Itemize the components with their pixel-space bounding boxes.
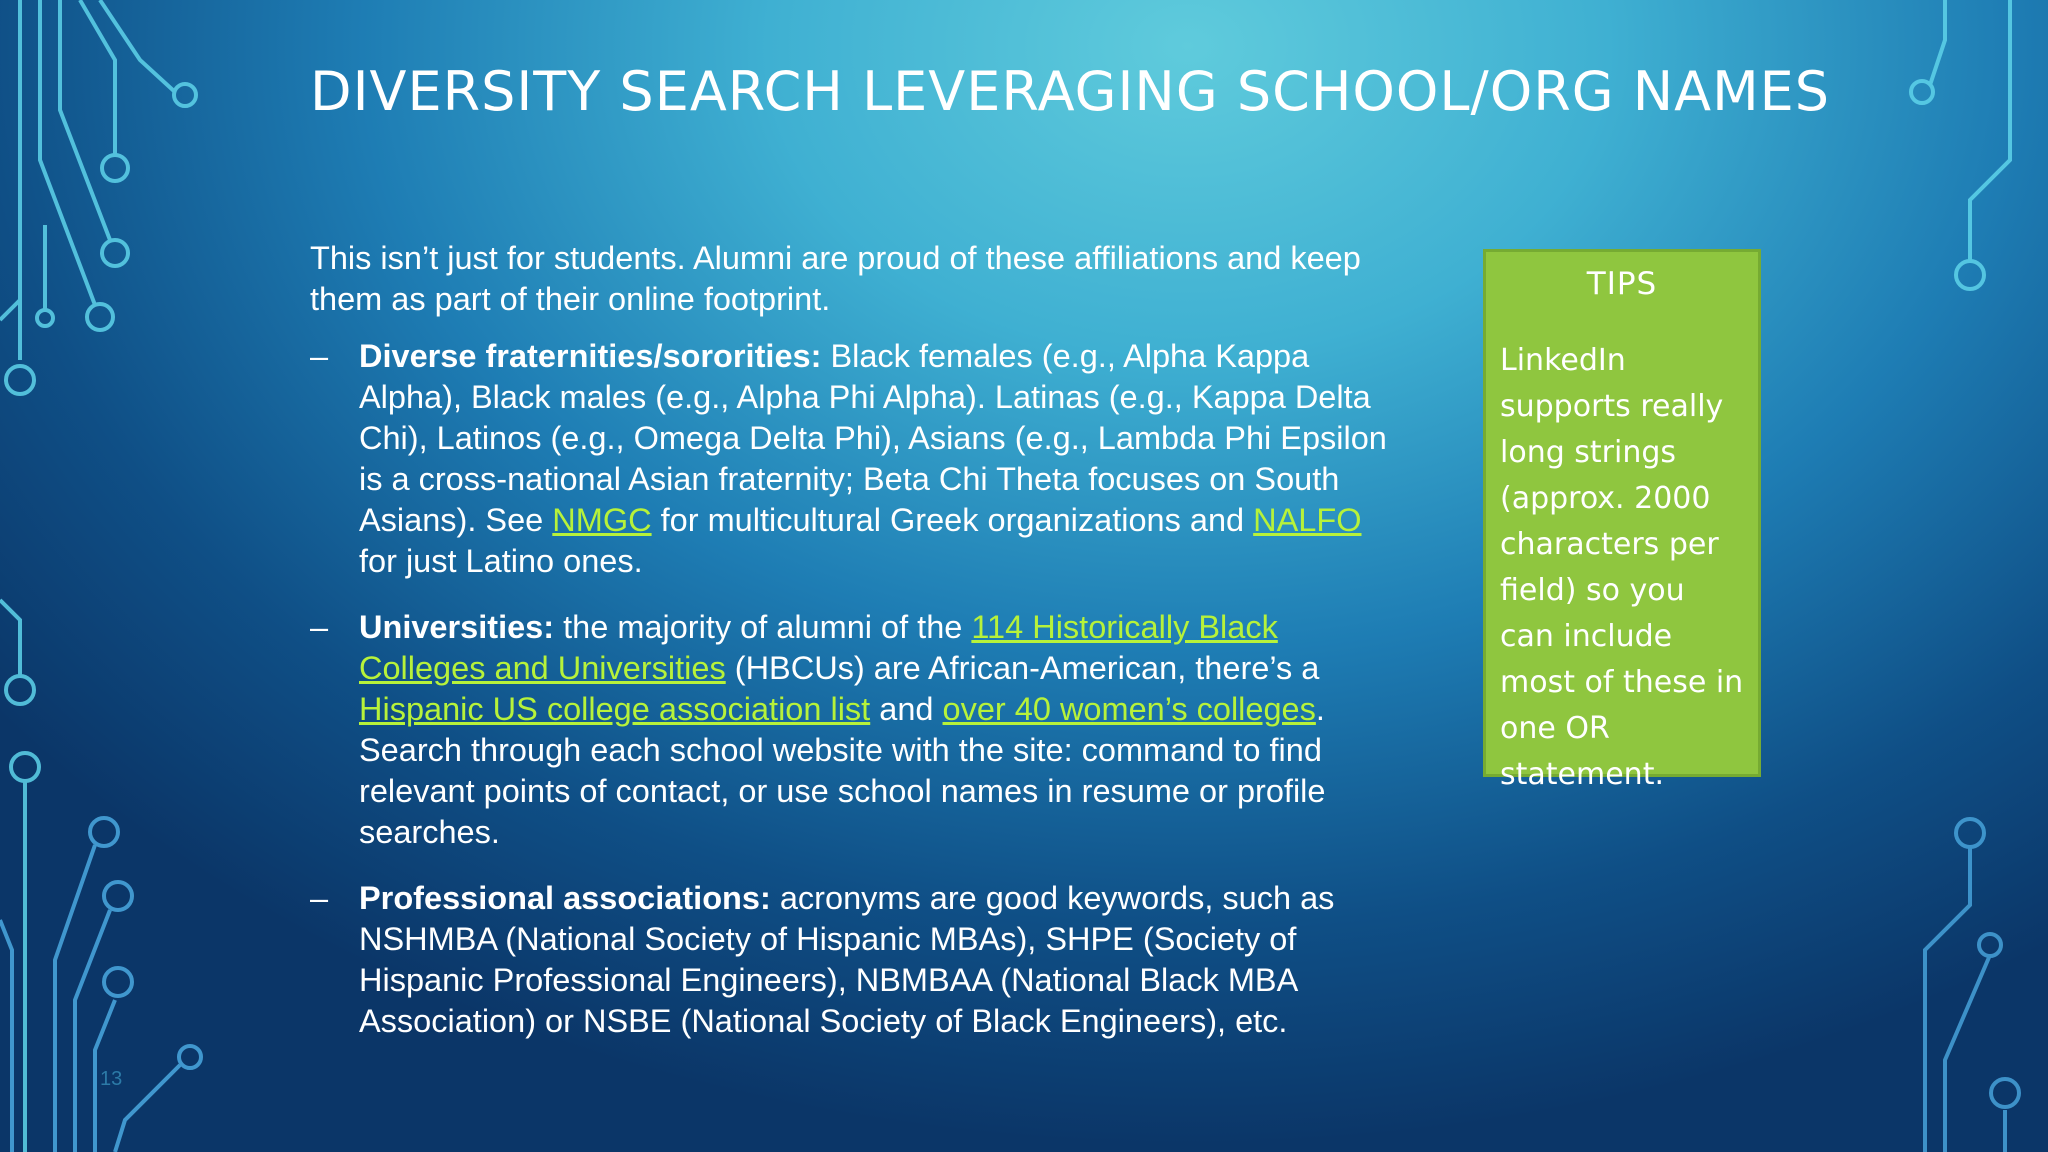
hispanic-college-list-link[interactable]: Hispanic US college association list <box>359 691 871 727</box>
bullet-text: the majority of alumni of the <box>554 609 972 645</box>
tips-box <box>1483 249 1761 792</box>
bullet-text: and <box>870 691 943 727</box>
slide-body <box>310 238 1395 1067</box>
intro-paragraph: This isn’t just for students. Alumni are proud of these affiliations and keep them as part of their online footprint. <box>310 240 1361 317</box>
bullet-heading: Universities: <box>359 609 555 645</box>
bullet-universities <box>310 607 1395 853</box>
nmgc-link[interactable]: NMGC <box>552 502 652 538</box>
bullet-heading: Professional associations: <box>359 880 771 916</box>
bullet-heading: Diverse fraternities/sororities: <box>359 338 822 374</box>
tips-title: TIPS <box>1586 266 1658 302</box>
bullet-professional-associations <box>310 878 1395 1042</box>
nalfo-link[interactable]: NALFO <box>1253 502 1362 538</box>
tips-body: LinkedIn supports really long strings (approx. 2000 characters per field) so you can include most of these in one OR statement. <box>1500 343 1744 792</box>
bullet-dash: – <box>310 609 329 645</box>
slide-title: DIVERSITY SEARCH LEVERAGING SCHOOL/ORG NAMES <box>310 60 1831 123</box>
bullet-text: Black females (e.g., Alpha Kappa Alpha), Black males (e.g., Alpha Phi Alpha). Latinas (e.g., Kappa Delta Chi), Latinos (e.g., Omega Delta Phi), Asians (e.g., Lambda Phi Epsilon is a cross-national Asian fraternity; Beta Chi Theta focuses on South Asians). See <box>359 338 1387 538</box>
hbcu-link[interactable]: 114 Historically Black Colleges and Universities <box>359 609 1278 686</box>
bullet-text: acronyms are good keywords, such as NSHMBA (National Society of Hispanic MBAs), SHPE (Society of Hispanic Professional Engineers), NBMBAA (National Black MBA Association) or NSBE (National Society of Black Engineers), etc. <box>359 880 1335 1039</box>
bullet-text: . Search through each school website with the site: command to find relevant points of contact, or use school names in resume or profile searches. <box>359 691 1326 850</box>
bullet-text: for just Latino ones. <box>359 543 643 579</box>
bullet-text: (HBCUs) are African-American, there’s a <box>725 650 1320 686</box>
bullet-text: for multicultural Greek organizations and <box>651 502 1254 538</box>
bullet-dash: – <box>310 880 329 916</box>
womens-colleges-link[interactable]: over 40 women’s colleges <box>942 691 1316 727</box>
page-number: 13 <box>100 1068 123 1090</box>
bullet-dash: – <box>310 338 329 374</box>
bullet-fraternities <box>310 336 1395 582</box>
